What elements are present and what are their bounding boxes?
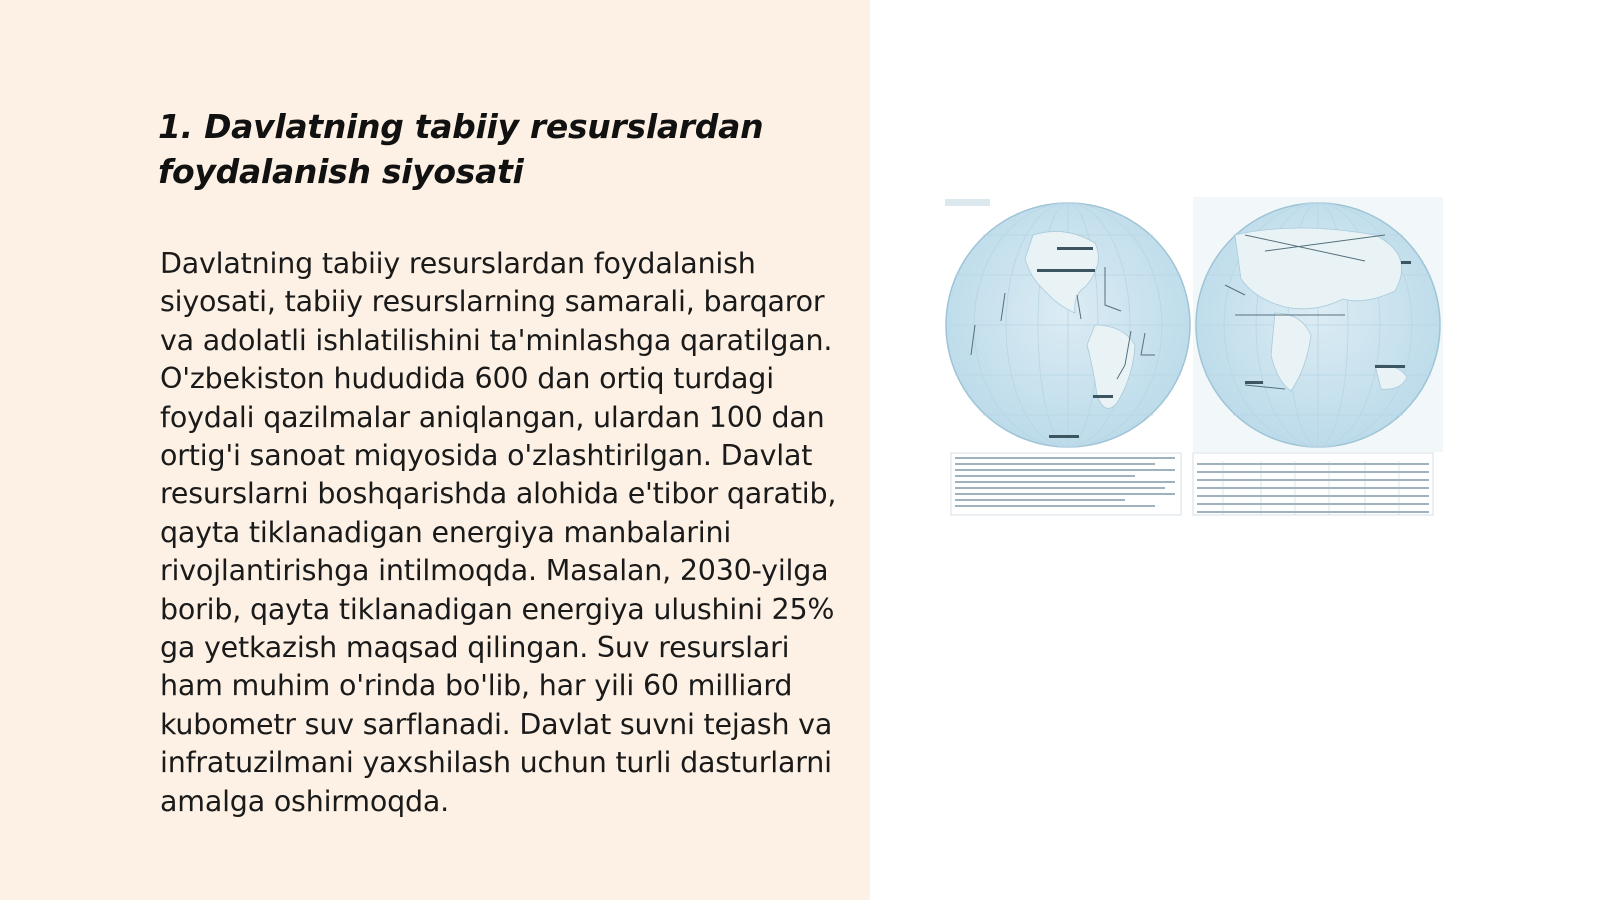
map-legend-table-left: [951, 453, 1181, 515]
eastern-hemisphere: [1193, 197, 1443, 452]
map-legend-strip: [945, 199, 990, 206]
western-hemisphere: [946, 203, 1190, 447]
map-legend-table-right: [1193, 453, 1433, 515]
world-hemispheres-map-icon: [945, 195, 1450, 530]
slide-title: 1. Davlatning tabiiy resurslardan foydalanish siyosati: [158, 107, 764, 191]
slide-body-text: Davlatning tabiiy resurslardan foydalanish siyosati, tabiiy resurslarning samarali, barqaror va adolatli ishlatilishini ta'minlashga qaratilgan. O'zbekiston hududida 600 dan ortiq turdagi foydali qazilmalar aniqlangan, ulardan 100 dan ortig'i sanoat miqyosida o'zlashtirilgan. Davlat resurslarni boshqarishda alohida e'tibor qaratib, qayta tiklanadigan energiya manbalarini rivojlantirishga intilmoqda. Masalan, 2030-yilga borib, qayta tiklanadigan energiya ulushini 25% ga yetkazish maqsad qilingan. Suv resurslari ham muhim o'rinda bo'lib, har yili 60 milliard kubometr suv sarflanadi. Davlat suvni tejash va infratuzilmani yaxshilash uchun turli dasturlarni amalga oshirmoqda.: [160, 247, 837, 818]
